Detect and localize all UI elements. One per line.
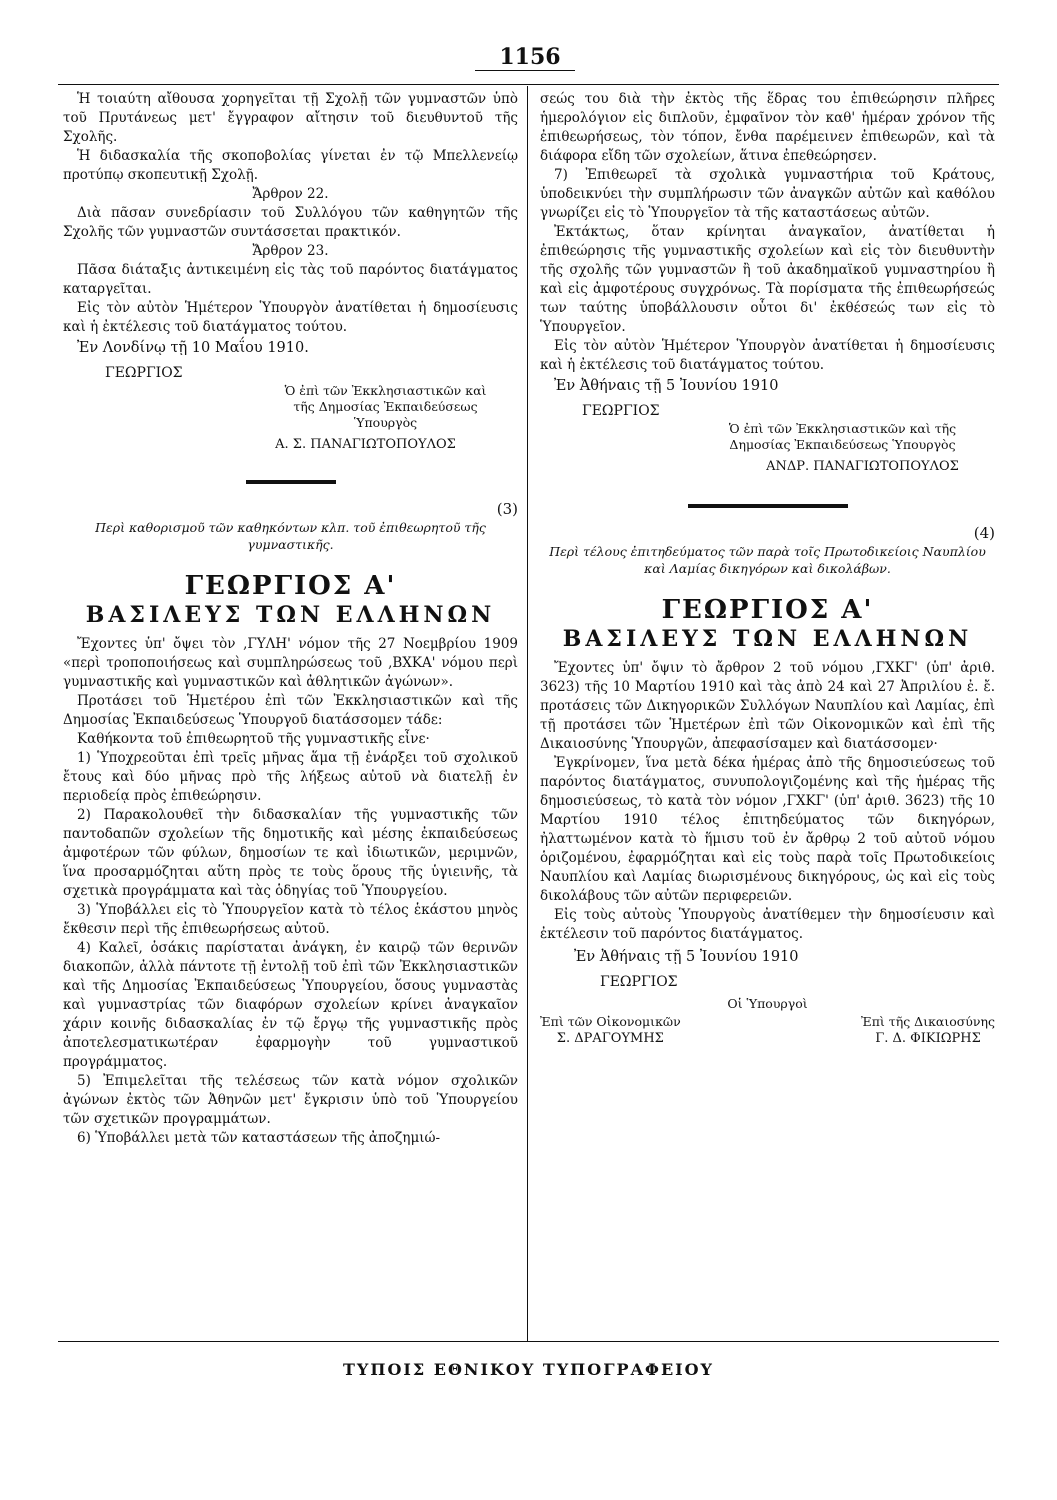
decree-subject: Περὶ τέλους ἐπιτηδεύματος τῶν παρὰ τοῖς Πρωτοδικείοις Ναυπλίου καὶ Λαμίας δικηγόρων καὶ δικολάβων.: [549, 544, 986, 576]
place-date: Ἐν Ἀθήναις τῇ 5 Ἰουνίου 1910: [554, 378, 779, 394]
column-divider: [527, 86, 528, 1341]
decree-number: (4): [973, 524, 995, 542]
place-date: Ἐν Λονδίνῳ τῇ 10 Μαΐου 1910.: [77, 340, 309, 356]
paragraph: Ἐκτάκτως, ὅταν κρίνηται ἀναγκαῖον, ἀνατίθεται ἡ ἐπιθεώρησις τῆς γυμναστικῆς σχολείων καὶ εἰς τὸν διευθυντὴν τῆς σχολῆς τῶν γυμναστῶν ἢ τοῦ ἀκαδημαϊκοῦ γυμναστηρίου ἢ καὶ εἰς ἀμφοτέρους συγχρόνως. Τὰ πορίσματα τῆς ἐπιθεωρήσεώς των ταύτης ὑποβάλλουσιν οὗτοι δι' ἐκθέσεώς των εἰς τὸ Ὑπουργεῖον.: [540, 224, 995, 335]
minister-title: [690, 421, 995, 453]
top-rule: [58, 84, 999, 85]
section-separator: [688, 504, 848, 508]
place-date: Ἐν Ἀθήναις τῇ 5 Ἰουνίου 1910: [574, 949, 799, 965]
minister-a: [540, 1013, 681, 1047]
minister-b: [861, 1013, 995, 1047]
paragraph: Εἰς τὸν αὐτὸν Ἡμέτερον Ὑπουργὸν ἀνατίθεται ἡ δημοσίευσις καὶ ἡ ἐκτέλεσις τοῦ διατάγματος τούτου.: [63, 300, 518, 335]
paragraph: Πᾶσα διάταξις ἀντικειμένη εἰς τὰς τοῦ παρόντος διατάγματος καταργεῖται.: [63, 262, 518, 297]
minister-title-line: Ὑπουργὸς: [353, 415, 418, 430]
minister-b-title: Ἐπὶ τῆς Δικαιοσύνης: [861, 1014, 995, 1029]
right-column: [540, 90, 995, 1047]
list-item: 3) Ὑποβάλλει εἰς τὸ Ὑπουργεῖον κατὰ τὸ τέλος ἑκάστου μηνὸς ἔκθεσιν περὶ τῆς ἐπιθεωρήσεως αὐτοῦ.: [63, 902, 518, 937]
left-column: [63, 90, 518, 1148]
minister-a-title: Ἐπὶ τῶν Οἰκονομικῶν: [540, 1014, 681, 1029]
minister-name: ΑΝΔΡ. ΠΑΝΑΓΙΩΤΟΠΟΥΛΟΣ: [766, 459, 959, 474]
article-heading: Ἄρθρον 22.: [252, 186, 329, 202]
paragraph: Ἔχοντες ὑπ' ὄψιν τὸ ἄρθρον 2 τοῦ νόμου ,ΓΧΚΓ' (ὑπ' ἀριθ. 3623) τῆς 10 Μαρτίου 1910 καὶ τὰς ἀπὸ 24 καὶ 27 Ἀπριλίου ἐ. ἔ. προτάσεις τῶν Δικηγορικῶν Συλλόγων Ναυπλίου καὶ Λαμίας, ἐπὶ τῇ προτάσει τῶν Ἡμετέρων ἐπὶ τῶν Οἰκονομικῶν καὶ ἐπὶ τῆς Δικαιοσύνης Ὑπουργῶν, ἀπεφασίσαμεν καὶ διατάσσομεν·: [540, 660, 995, 752]
list-item: 2) Παρακολουθεῖ τὴν διδασκαλίαν τῆς γυμναστικῆς τῶν παντοδαπῶν σχολείων τῆς δημοτικῆς καὶ μέσης ἐκπαιδεύσεως ἀμφοτέρων τῶν φύλων, δημοσίων τε καὶ ἰδιωτικῶν, μεριμνῶν, ἵνα προσαρμόζηται αὕτη πρὸς τε τοὺς ὅρους τῆς ὑγιεινῆς, τὰ σχετικὰ προγράμματα καὶ τὰς ὁδηγίας τοῦ Ὑπουργείου.: [63, 807, 518, 899]
minister-title: [253, 383, 518, 431]
bottom-rule: [58, 1341, 999, 1342]
list-item: 7) Ἐπιθεωρεῖ τὰ σχολικὰ γυμναστήρια τοῦ Κράτους, ὑποδεικνύει τὴν συμπλήρωσιν τῶν ἀναγκῶν αὐτῶν καὶ καθόλου γνωρίζει εἰς τὸ Ὑπουργεῖον τὰ τῆς καταστάσεως αὐτῶν.: [540, 167, 995, 221]
paragraph: Ἔχοντες ὑπ' ὄψει τὸν ,ΓΥΛΗ' νόμον τῆς 27 Νοεμβρίου 1909 «περὶ τροποποιήσεως καὶ συμπληρώσεως τοῦ ,ΒΧΚΑ' νόμου περὶ γυμναστικῆς καὶ γυμναστικῶν καὶ ἀθλητικῶν ἀγώνων».: [63, 636, 518, 690]
paragraph: Ἡ τοιαύτη αἴθουσα χορηγεῖται τῇ Σχολῇ τῶν γυμναστῶν ὑπὸ τοῦ Πρυτάνεως μετ' ἔγγραφον αἴτησιν τοῦ διευθυντοῦ τῆς Σχολῆς.: [63, 91, 518, 145]
paragraph: Εἰς τοὺς αὐτοὺς Ὑπουργοὺς ἀνατίθεμεν τὴν δημοσίευσιν καὶ ἐκτέλεσιν τοῦ παρόντος διατάγματος.: [540, 907, 995, 942]
paragraph: Ἐγκρίνομεν, ἵνα μετὰ δέκα ἡμέρας ἀπὸ τῆς δημοσιεύσεως τοῦ παρόντος διατάγματος, συνυπολογιζομένης καὶ τῆς ἡμέρας τῆς δημοσιεύσεως, τὸ κατὰ τὸν νόμον ,ΓΧΚΓ' (ὑπ' ἀριθ. 3623) τῆς 10 Μαρτίου 1910 τέλος ἐπιτηδεύματος τῶν δικηγόρων, ἠλαττωμένον κατὰ τὸ ἥμισυ τοῦ ἐν ἄρθρῳ 2 τοῦ αὐτοῦ νόμου ὁριζομένου, ἐφαρμόζηται καὶ εἰς τοὺς παρὰ τοῖς Πρωτοδικείοις Ναυπλίου καὶ Λαμίας διωρισμένους δικηγόρους, ὡς καὶ εἰς τοὺς δικολάβους τῶν αὐτῶν περιφερειῶν.: [540, 755, 995, 904]
minister-title-line: τῆς Δημοσίας Ἐκπαιδεύσεως: [293, 399, 478, 414]
king-title: ΓΕΩΡΓΙΟΣ Α': [184, 571, 397, 601]
list-item: 1) Ὑποχρεοῦται ἐπὶ τρεῖς μῆνας ἅμα τῇ ἐνάρξει τοῦ σχολικοῦ ἔτους καὶ δύο μῆνας πρὸ τῆς λήξεως αὐτοῦ νὰ διατελῇ ἐν περιοδείᾳ πρὸς ἐπιθεώρησιν.: [63, 750, 518, 804]
king-signature: ΓΕΩΡΓΙΟΣ: [582, 403, 660, 419]
paragraph: Ἡ διδασκαλία τῆς σκοποβολίας γίνεται ἐν τῷ Μπελλενείῳ προτύπῳ σκοπευτικῇ Σχολῇ.: [63, 148, 518, 183]
ministers-heading: Οἱ Ὑπουργοὶ: [727, 996, 808, 1011]
paragraph: Διὰ πᾶσαν συνεδρίασιν τοῦ Συλλόγου τῶν καθηγητῶν τῆς Σχολῆς τῶν γυμναστῶν συντάσσεται πρακτικόν.: [63, 205, 518, 240]
list-item: 6) Ὑποβάλλει μετὰ τῶν καταστάσεων τῆς ἀποζημιώ-: [77, 1130, 441, 1146]
paragraph: Εἰς τὸν αὐτὸν Ἡμέτερον Ὑπουργὸν ἀνατίθεται ἡ δημοσίευσις καὶ ἡ ἐκτέλεσις τοῦ διατάγματος τούτου.: [540, 338, 995, 373]
page-number-underline: [475, 70, 575, 71]
minister-title-line: Ὁ ἐπὶ τῶν Ἐκκλησιαστικῶν καὶ: [284, 383, 487, 398]
decree-subject: Περὶ καθορισμοῦ τῶν καθηκόντων κλπ. τοῦ ἐπιθεωρητοῦ τῆς γυμναστικῆς.: [95, 520, 486, 552]
printer-footer: ΤΥΠΟΙΣ ΕΘΝΙΚΟΥ ΤΥΠΟΓΡΑΦΕΙΟΥ: [343, 1360, 714, 1379]
list-item: 5) Ἐπιμελεῖται τῆς τελέσεως τῶν κατὰ νόμον σχολικῶν ἀγώνων ἐκτὸς τῶν Ἀθηνῶν μετ' ἔγκρισιν ὑπὸ τοῦ Ὑπουργείου τῶν σχετικῶν προγραμμάτων.: [63, 1073, 518, 1127]
minister-title-line: Δημοσίας Ἐκπαιδεύσεως Ὑπουργὸς: [729, 437, 956, 452]
minister-a-name: Σ. ΔΡΑΓΟΥΜΗΣ: [556, 1031, 664, 1046]
king-signature: ΓΕΩΡΓΙΟΣ: [105, 365, 183, 381]
minister-b-name: Γ. Δ. ΦΙΚΙΩΡΗΣ: [875, 1031, 981, 1046]
decree-number: (3): [496, 500, 518, 518]
king-title: ΓΕΩΡΓΙΟΣ Α': [661, 595, 874, 625]
king-subtitle: ΒΑΣΙΛΕΥΣ ΤΩΝ ΕΛΛΗΝΩΝ: [562, 626, 973, 652]
article-heading: Ἄρθρον 23.: [252, 243, 329, 259]
king-subtitle: ΒΑΣΙΛΕΥΣ ΤΩΝ ΕΛΛΗΝΩΝ: [85, 602, 496, 628]
section-separator: [246, 480, 336, 484]
ministers-signatures: [540, 1013, 995, 1047]
minister-title-line: Ὁ ἐπὶ τῶν Ἐκκλησιαστικῶν καὶ τῆς: [728, 421, 957, 436]
paragraph: Προτάσει τοῦ Ἡμετέρου ἐπὶ τῶν Ἐκκλησιαστικῶν καὶ τῆς Δημοσίας Ἐκπαιδεύσεως Ὑπουργοῦ διατάσσομεν τάδε:: [63, 693, 518, 728]
minister-name: Α. Σ. ΠΑΝΑΓΙΩΤΟΠΟΥΛΟΣ: [275, 437, 456, 452]
king-signature: ΓΕΩΡΓΙΟΣ: [600, 974, 678, 990]
list-item: 4) Καλεῖ, ὁσάκις παρίσταται ἀνάγκη, ἐν καιρῷ τῶν θερινῶν διακοπῶν, ἀλλὰ πάντοτε τῇ ἐντολῇ τοῦ ἐπὶ τῶν Ἐκκλησιαστικῶν καὶ τῆς Δημοσίας Ἐκπαιδεύσεως Ὑπουργείου, ὅσους γυμναστὰς καὶ γυμναστρίας τῶν διαφόρων σχολείων κρίνει ἀναγκαῖον χάριν κοινῆς διδασκαλίας ἐν τῷ ἔργῳ τῆς γυμναστικῆς πρὸς ἀποτελεσματικωτέραν ἐφαρμογὴν τοῦ γυμναστικοῦ προγράμματος.: [63, 940, 518, 1070]
paragraph: Καθήκοντα τοῦ ἐπιθεωρητοῦ τῆς γυμναστικῆς εἶνε·: [77, 731, 430, 747]
page-number: 1156: [499, 44, 561, 70]
paragraph: σεώς του διὰ τὴν ἐκτὸς τῆς ἕδρας του ἐπιθεώρησιν πλῆρες ἡμερολόγιον εἰς διπλοῦν, ἐμφαῖνον τὸν καθ' ἡμέραν χρόνον τῆς ἐπιθεωρήσεως, τὸν τόπον, ἔνθα παρέμεινεν ἐπιθεωρῶν, καὶ τὰ διάφορα εἴδη τῶν σχολείων, ἅτινα ἐπεθεώρησεν.: [540, 91, 995, 164]
